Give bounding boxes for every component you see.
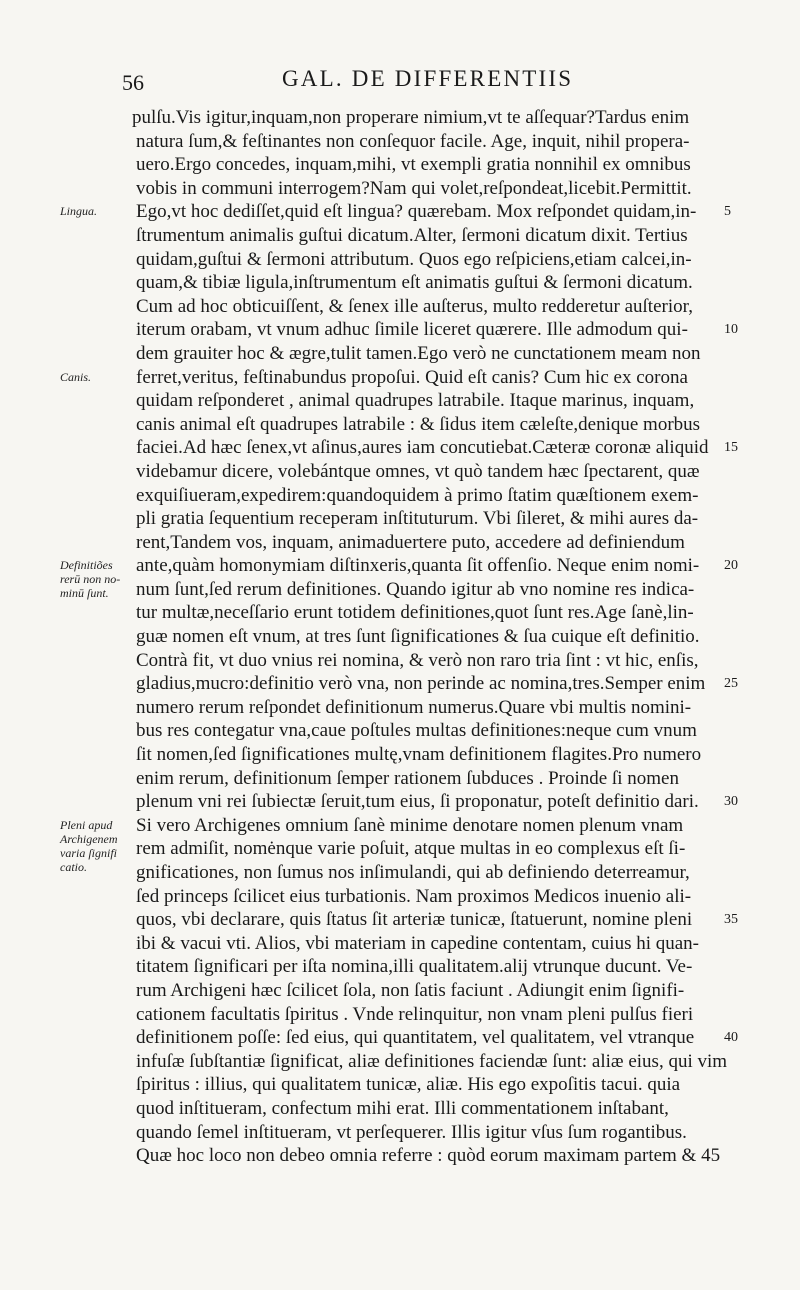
text-line: gnificationes, non ſumus nos inſimulandi, qui ab definiendo deterreamur, [136, 862, 690, 883]
text-line: rent,Tandem vos, inquam, animaduertere puto, accedere ad definiendum [136, 531, 685, 553]
text-line: Cum ad hoc obticuiſſent, & ſenex ille auſterus, multo redderetur auſterior, [136, 295, 693, 317]
text-line: natura ſum,& feſtinantes non conſequor facile. Age, inquit, nihil propera- [136, 130, 690, 152]
text-line: ferret,veritus, feſtinabundus propoſui. Quid eſt canis? Cum hic ex corona [136, 366, 688, 388]
text-line: tur multæ,neceſſario erunt totidem definitiones,quot ſunt res.Age ſanè,lin- [136, 602, 694, 624]
text-line: gladius,mucro:definitio verò vna, non perinde ac nomina,tres.Semper enim [136, 673, 706, 695]
margin-note: Canis. [60, 369, 92, 384]
running-title: GAL. DE DIFFERENTIIS [282, 66, 574, 91]
text-line: Si vero Archigenes omnium ſanè minime denotare nomen plenum vnam [136, 814, 684, 836]
text-line: Ego,vt hoc dediſſet,quid eſt lingua? quærebam. Mox reſpondet quidam,in- [136, 201, 697, 223]
text-line: rem admiſit, nomėnque varie poſuit, atque multas in eo complexus eſt ſi- [136, 838, 686, 860]
body-text [132, 106, 776, 1168]
text-line: infuſæ ſubſtantiæ ſignificat, aliæ definitiones faciendæ ſunt: aliæ eius, qui vim [136, 1050, 728, 1072]
text-line: dem grauiter hoc & ægre,tulit tamen.Ego verò ne cunctationem meam non [136, 342, 701, 364]
text-line: quod inſtitueram, confectum mihi erat. Illi commentationem inſtabant, [136, 1097, 669, 1119]
text-line: quando ſemel inſtitueram, vt perſequerer. Illis igitur vſus ſum rogantibus. [136, 1121, 687, 1143]
text-line: faciei.Ad hæc ſenex,vt aſinus,aures iam concutiebat.Cæteræ coronæ aliquid [136, 437, 709, 459]
text-line: pli gratia ſequentium receperam inſtituturum. Vbi ſileret, & mihi aures da- [136, 508, 699, 530]
text-line: exquiſiueram,expedirem:quandoquidem à primo ſtatim quæſtionem exem- [136, 484, 699, 506]
text-line: quidam,guſtui & ſermoni attributum. Quos ego reſpiciens,etiam calcei,in- [136, 248, 692, 270]
text-line: definitionem poſſe: ſed eius, qui quantitatem, vel qualitatem, vel vtranque [136, 1027, 695, 1049]
text-line: ibi & vacui vti. Alios, vbi materiam in capedine contentam, cuius hi quan- [136, 932, 700, 954]
line-number: 40 [724, 1030, 738, 1046]
line-number: 35 [724, 912, 738, 928]
text-line: bus res contegatur vna,caue poſtules multas definitiones:neque cum vnum [136, 720, 697, 742]
text-line: cationem facultatis ſpiritus . Vnde relinquitur, non vnam pleni pulſus fieri [136, 1003, 694, 1025]
margin-note: Definitiões rerū non no- minū ſunt. [60, 558, 121, 601]
text-line: guæ nomen eſt vnum, at tres ſunt ſignificationes & ſua cuique eſt definitio. [136, 626, 700, 648]
bleed-through-mark [55, 528, 125, 540]
text-line: uero.Ergo concedes, inquam,mihi, vt exempli gratia nonnihil ex omnibus [136, 154, 691, 176]
text-line: enim rerum, definitionum ſemper rationem ſubduces . Proinde ſi nomen [136, 767, 679, 789]
line-number: 25 [724, 676, 738, 692]
text-line: plenum vni rei ſubiectæ ſeruit,tum eius, ſi proponatur, poteſt definitio dari. [136, 791, 699, 813]
text-line: numero rerum reſpondet definitionum numerus.Quare vbi multis nomini- [136, 696, 692, 718]
text-line: vobis in communi interrogem?Nam qui volet,reſpondeat,licebit.Permittit. [136, 177, 692, 199]
line-number: 20 [724, 558, 738, 574]
line-number: 5 [724, 204, 731, 220]
text-line: iterum orabam, vt vnum adhuc ſimile liceret quærere. Ille admodum qui- [136, 319, 688, 341]
text-line: ante,quàm homonymiam diſtinxeris,quanta ſit offenſio. Neque enim nomi- [136, 555, 700, 577]
text-line: Contrà fit, vt duo vnius rei nomina, & verò non raro tria ſint : vt hic, enſis, [136, 649, 699, 671]
line-number: 10 [724, 322, 738, 338]
text-line: quidam reſponderet , animal quadrupes latrabile. Itaque marinus, inquam, [136, 390, 695, 412]
text-line: videbamur dicere, volebántque omnes, vt quò tandem hæc ſpectarent, quæ [136, 460, 700, 482]
text-line: ſtrumentum animalis guſtui dicatum.Alter, ſermoni dicatum dixit. Tertius [136, 224, 688, 246]
line-number: 15 [724, 440, 738, 456]
text-line: ſit nomen,ſed ſignificationes multę,vnam definitionem flagites.Pro numero [136, 744, 702, 766]
text-line: quos, vbi declarare, quis ſtatus ſit arteriæ tunicæ, ſtatuerunt, nomine pleni [136, 909, 693, 931]
text-line: ſed princeps ſcilicet eius turbationis. Nam proximos Medicos inuenio ali- [136, 885, 692, 907]
margin-note: Pleni apud Archigenem varia ſignifi catio. [60, 818, 118, 874]
text-line: ſpiritus : illius, qui qualitatem tunicæ, aliæ. His ego expoſitis tacui. quia [136, 1074, 681, 1096]
text-line: Quæ hoc loco non debeo omnia referre : quòd eorum maximam partem & 45 [136, 1145, 721, 1167]
text-line: num ſunt,ſed rerum definitiones. Quando igitur ab vno nomine res indica- [136, 578, 695, 600]
text-line: rum Archigeni hæc ſcilicet ſola, non ſatis faciunt . Adiungit enim ſignifi- [136, 979, 685, 1001]
text-line: quam,& tibiæ ligula,inſtrumentum eſt animatis guſtui & ſermoni dicatum. [136, 272, 693, 294]
margin-note: Lingua. [60, 204, 98, 219]
line-number: 30 [724, 794, 738, 810]
text-line: pulſu.Vis igitur,inquam,non properare nimium,vt te aſſequar?Tardus enim [132, 107, 690, 128]
page-number: 56 [122, 70, 144, 95]
text-line: titatem ſignificari per iſta nomina,illi qualitatem.alij vtrunque ducunt. Ve- [136, 956, 693, 978]
text-line: canis animal eſt quadrupes latrabile : & ſidus item cæleſte,denique morbus [136, 413, 701, 435]
